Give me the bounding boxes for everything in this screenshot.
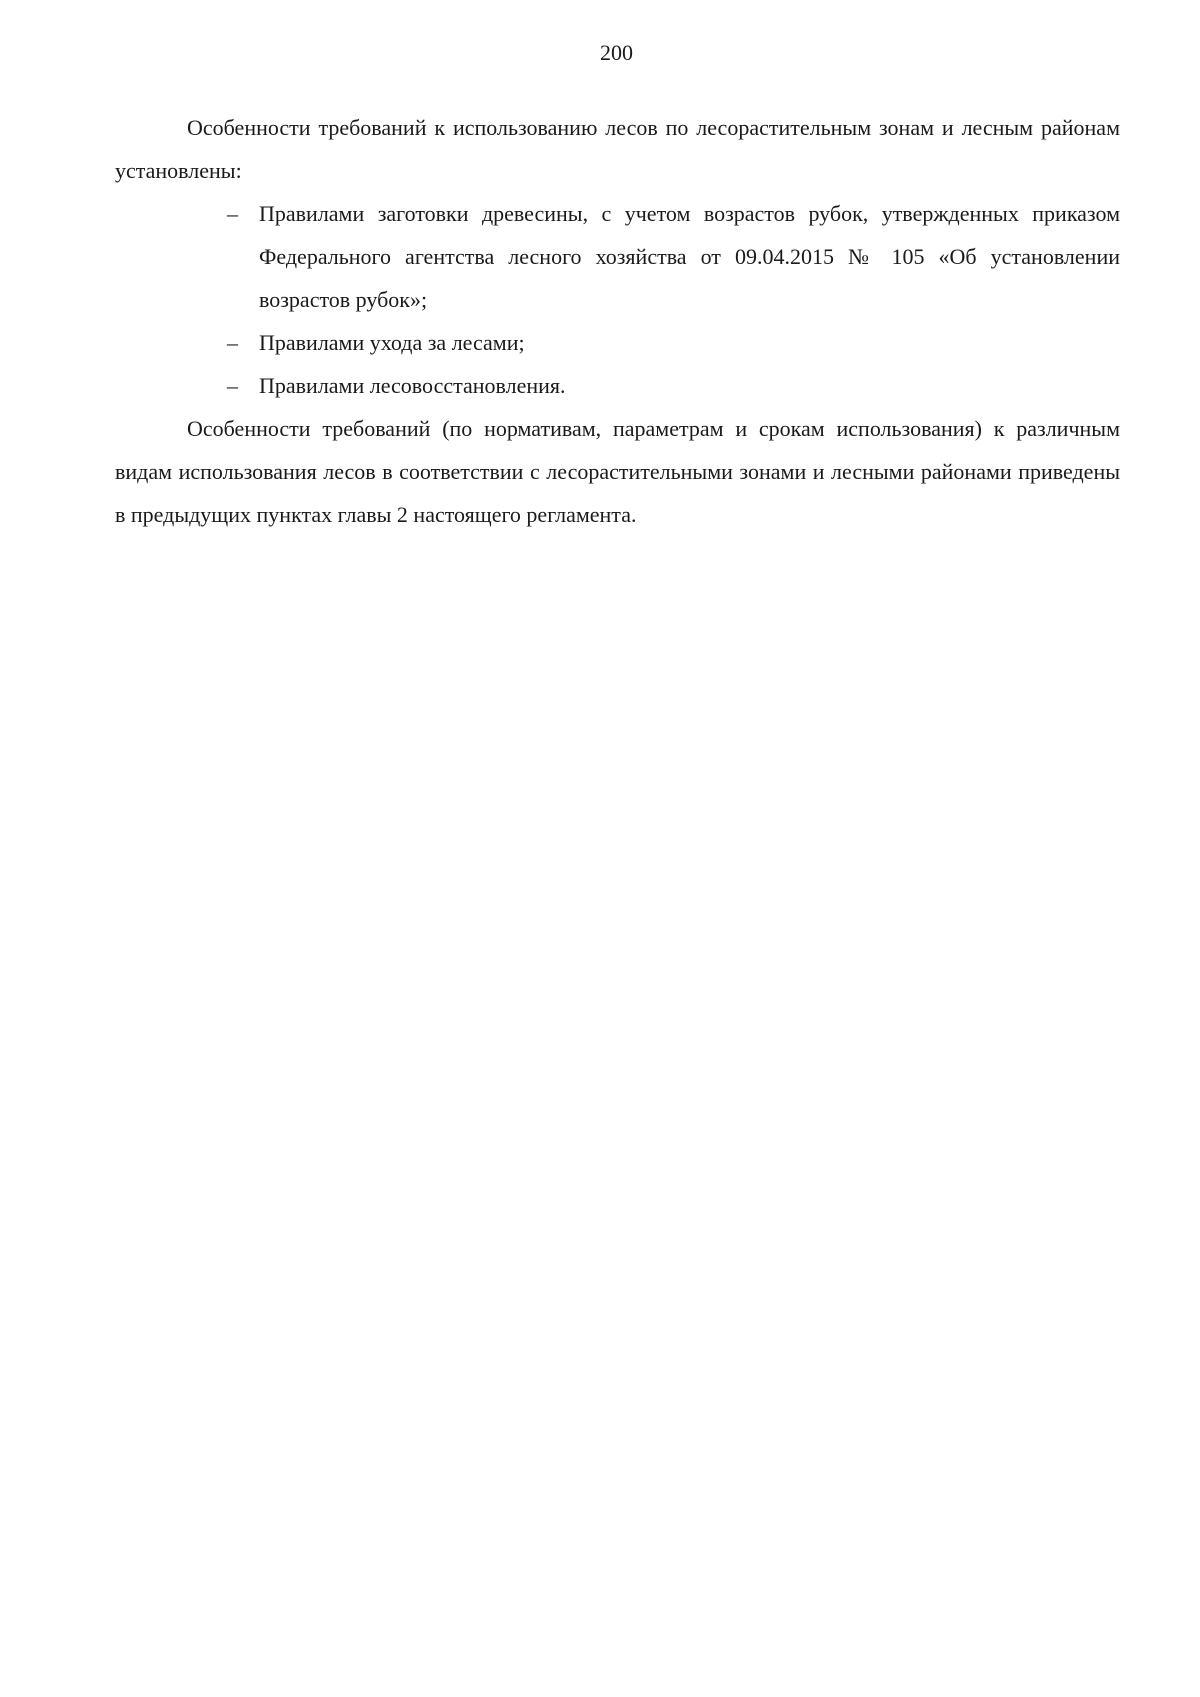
list-item-text: Правилами ухода за лесами; — [259, 330, 525, 355]
document-body — [115, 106, 1120, 536]
page-number: 200 — [600, 40, 633, 65]
list-item-text: Правилами заготовки древесины, с учетом возрастов рубок, утвержденных приказом Федерального агентства лесного хозяйства от 09.04.2015 № 105 «Об установлении возрастов рубок»; — [259, 201, 1120, 312]
closing-paragraph: Особенности требований (по нормативам, параметрам и срокам использования) к различным видам использования лесов в соответствии с лесорастительными зонами и лесными районами приведены в предыдущих пунктах главы 2 настоящего регламента. — [115, 416, 1120, 527]
list-item — [227, 364, 1120, 407]
dash-marker: – — [227, 201, 238, 226]
dash-marker: – — [227, 330, 238, 355]
intro-paragraph: Особенности требований к использованию лесов по лесорастительным зонам и лесным районам установлены: — [115, 115, 1120, 183]
list-item-text: Правилами лесовосстановления. — [259, 373, 566, 398]
list-item — [227, 321, 1120, 364]
dash-marker: – — [227, 373, 238, 398]
list-item — [227, 192, 1120, 321]
requirements-list — [115, 192, 1120, 407]
